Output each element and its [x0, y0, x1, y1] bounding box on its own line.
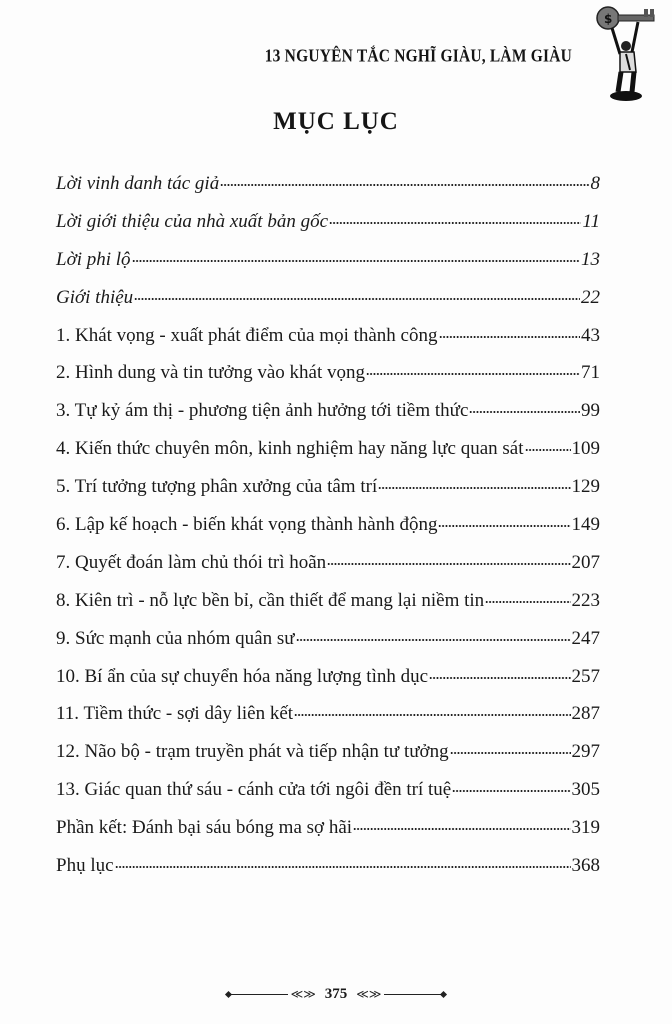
toc-entry-page: 149 [571, 514, 600, 536]
toc-entry-title: Lời phi lộ [56, 248, 131, 270]
toc-entry-page: 207 [571, 551, 600, 573]
toc-entry-title: 3. Tự kỷ ám thị - phương tiện ảnh hưởng tới tiềm thức [56, 400, 469, 422]
ornament-icon: ≪≫ [290, 987, 316, 1001]
footer-rule-right [384, 994, 444, 995]
dot-leader [353, 814, 570, 833]
dot-leader [525, 435, 571, 454]
toc-entry [56, 359, 600, 397]
dot-leader [220, 170, 589, 189]
man-holding-dollar-key-icon [590, 4, 660, 104]
ornament-icon: ≪≫ [356, 987, 382, 1001]
dot-leader [327, 549, 570, 568]
toc-entry-page: 13 [581, 248, 600, 270]
toc-entry [56, 246, 600, 284]
toc-entry-page: 319 [571, 817, 600, 839]
toc-entry-title: Giới thiệu [56, 286, 134, 308]
toc-entry-title: 13. Giác quan thứ sáu - cánh cửa tới ngôi đền trí tuệ [56, 779, 452, 801]
toc-entry-page: 297 [571, 741, 600, 763]
dot-leader [329, 208, 581, 227]
toc-entry-title: 4. Kiến thức chuyên môn, kinh nghiệm hay năng lực quan sát [56, 438, 524, 460]
toc-entry-title: 7. Quyết đoán làm chủ thói trì hoãn [56, 551, 327, 573]
page-title: MỤC LỤC [273, 108, 399, 135]
toc-entry-page: 247 [571, 627, 600, 649]
toc-entry-page: 109 [571, 438, 600, 460]
toc-entry [56, 170, 600, 208]
toc-entry-page: 287 [571, 703, 600, 725]
toc-entry-title: Lời giới thiệu của nhà xuất bản gốc [56, 210, 329, 232]
dot-leader [366, 359, 580, 378]
toc-entry [56, 738, 600, 776]
svg-text:$: $ [604, 12, 613, 26]
toc-entry-page: 8 [590, 173, 600, 194]
dot-leader [469, 397, 580, 416]
dot-leader [132, 246, 580, 265]
toc-entry-page: 129 [571, 476, 600, 498]
toc-entry-title: 1. Khát vọng - xuất phát điểm của mọi thành công [56, 324, 438, 346]
dot-leader [429, 663, 570, 682]
page-number: 375 [324, 986, 348, 1002]
toc-entry-page: 99 [581, 400, 600, 422]
toc-entry [56, 814, 600, 852]
toc-entry-page: 223 [571, 589, 600, 611]
toc-entry-title: 10. Bí ẩn của sự chuyển hóa năng lượng tình dục [56, 665, 429, 687]
page-footer [0, 986, 672, 1003]
toc-entry-title: 11. Tiềm thức - sợi dây liên kết [56, 703, 294, 725]
dot-leader [115, 852, 571, 871]
toc-entry-title: 8. Kiên trì - nỗ lực bền bỉ, cần thiết để mang lại niềm tin [56, 589, 485, 611]
toc-entry [56, 700, 600, 738]
dot-leader [439, 322, 581, 341]
toc-entry [56, 397, 600, 435]
dot-leader [296, 625, 571, 644]
toc-entry-page: 43 [581, 324, 600, 346]
toc-entry-page: 257 [571, 665, 600, 687]
toc-entry-title: Phần kết: Đánh bại sáu bóng ma sợ hãi [56, 817, 353, 839]
dot-leader [450, 738, 571, 757]
dot-leader [485, 587, 570, 606]
toc-entry-title: 6. Lập kế hoạch - biến khát vọng thành hành động [56, 514, 438, 536]
toc-entry [56, 625, 600, 663]
dot-leader [134, 284, 580, 303]
toc-entry [56, 208, 600, 246]
toc-entry-page: 71 [581, 362, 600, 384]
toc-entry [56, 549, 600, 587]
toc-entry-title: 5. Trí tưởng tượng phân xưởng của tâm trí [56, 476, 378, 498]
toc-entry-title: 2. Hình dung và tin tưởng vào khát vọng [56, 362, 366, 384]
toc-entry [56, 587, 600, 625]
toc-entry [56, 852, 600, 890]
toc-entry-page: 368 [571, 855, 600, 877]
footer-rule-left [228, 994, 288, 995]
dot-leader [452, 776, 570, 795]
dot-leader [294, 700, 570, 719]
toc-entry [56, 435, 600, 473]
toc-entry [56, 473, 600, 511]
toc-entry-title: Lời vinh danh tác giả [56, 173, 220, 194]
toc-entry [56, 322, 600, 360]
toc-entry-page: 22 [581, 286, 600, 308]
table-of-contents [56, 170, 600, 890]
toc-entry-title: Phụ lục [56, 855, 114, 877]
toc-entry-title: 9. Sức mạnh của nhóm quân sư [56, 627, 295, 649]
toc-entry [56, 284, 600, 322]
dot-leader [438, 511, 570, 530]
toc-entry-page: 11 [582, 210, 600, 232]
toc-entry [56, 663, 600, 701]
toc-entry-title: 12. Não bộ - trạm truyền phát và tiếp nhận tư tưởng [56, 741, 449, 763]
dot-leader [378, 473, 570, 492]
toc-entry [56, 511, 600, 549]
running-header: 13 NGUYÊN TẮC NGHĨ GIÀU, LÀM GIÀU [264, 46, 572, 67]
toc-entry-page: 305 [571, 779, 600, 801]
toc-entry [56, 776, 600, 814]
